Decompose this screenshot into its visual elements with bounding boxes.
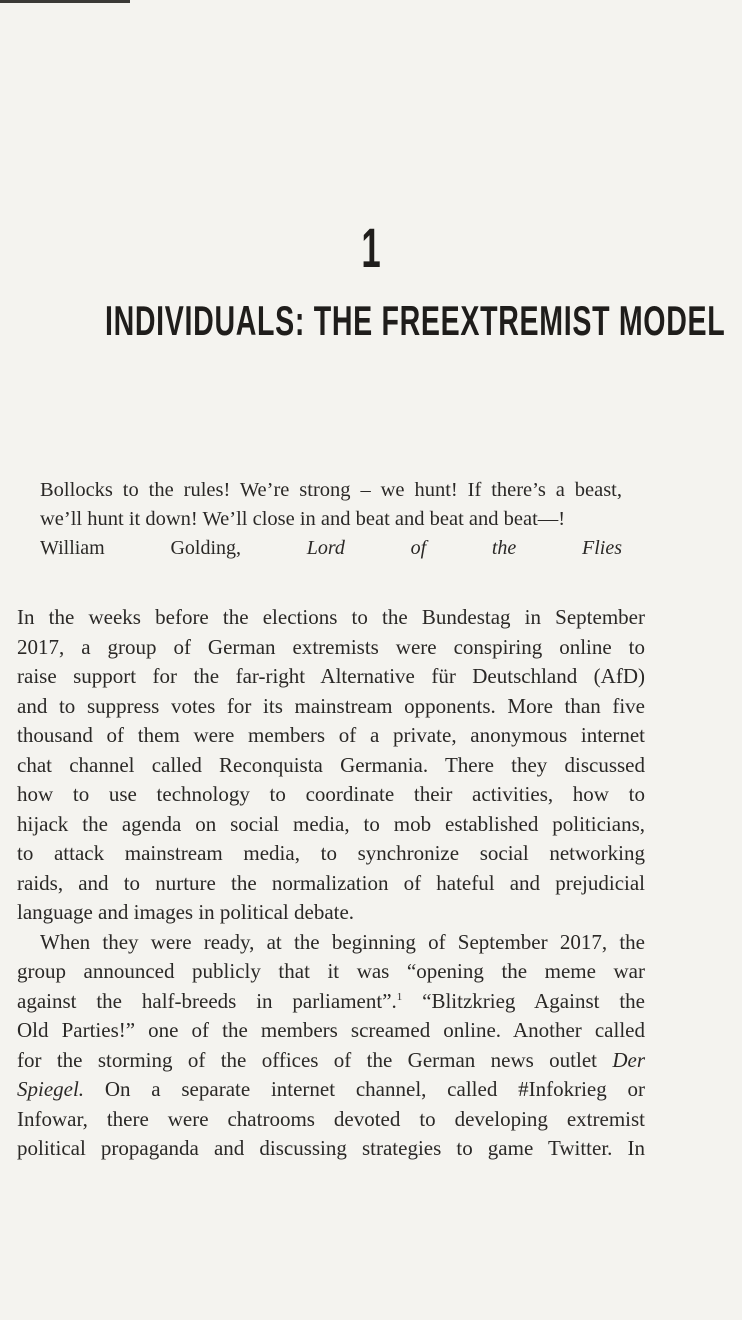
text-line: group announced publicly that it was “opening the meme war bbox=[17, 959, 645, 983]
text-line: to attack mainstream media, to synchronize social networking bbox=[17, 841, 645, 865]
text-segment: against the half-breeds in parliament”. bbox=[17, 988, 397, 1013]
text-segment: “Blitzkrieg Against the bbox=[402, 988, 645, 1013]
text-segment: On a separate internet channel, called #Infokrieg or bbox=[84, 1077, 645, 1101]
text-line: language and images in political debate. bbox=[17, 900, 355, 924]
text-line bbox=[17, 1075, 645, 1105]
text-line: hijack the agenda on social media, to mob established politicians, bbox=[17, 811, 645, 836]
top-rule bbox=[0, 0, 130, 3]
epigraph-line: Bollocks to the rules! We’re strong – we hunt! If there’s a beast, bbox=[40, 479, 622, 501]
body-text bbox=[17, 603, 645, 1164]
epigraph-attribution bbox=[40, 534, 622, 563]
chapter-number: 1 bbox=[361, 216, 381, 279]
epigraph bbox=[40, 476, 622, 563]
text-line: 2017, a group of German extremists were conspiring online to bbox=[17, 634, 645, 659]
text-line: political propaganda and discussing strategies to game Twitter. In bbox=[17, 1136, 645, 1160]
text-line: how to use technology to coordinate their activities, how to bbox=[17, 782, 645, 806]
footnote-marker: 1 bbox=[396, 990, 403, 1003]
text-line bbox=[17, 987, 645, 1017]
text-line: thousand of them were members of a private, anonymous internet bbox=[17, 723, 645, 747]
text-line: In the weeks before the elections to the Bundestag in September bbox=[17, 605, 645, 629]
text-line: raise support for the far-right Alternative für Deutschland (AfD) bbox=[17, 664, 645, 688]
text-line: raids, and to nurture the normalization of hateful and prejudicial bbox=[17, 870, 645, 895]
text-line: Infowar, there were chatrooms devoted to developing extremist bbox=[17, 1106, 645, 1131]
epigraph-author: William Golding, bbox=[40, 537, 307, 559]
text-line: chat channel called Reconquista Germania. There they discussed bbox=[17, 752, 645, 777]
text-line bbox=[17, 1046, 645, 1076]
text-segment: for the storming of the offices of the German news outlet bbox=[17, 1047, 613, 1072]
text-line: and to suppress votes for its mainstream opponents. More than five bbox=[17, 693, 645, 718]
epigraph-line: we’ll hunt it down! We’ll close in and beat and beat and beat—! bbox=[40, 508, 566, 530]
chapter-title: INDIVIDUALS: THE FREEXTREMIST MODEL bbox=[104, 297, 726, 344]
text-line: When they were ready, at the beginning of September 2017, the bbox=[40, 929, 645, 954]
epigraph-work: Lord of the Flies bbox=[306, 537, 622, 559]
italic-text: Spiegel. bbox=[17, 1077, 85, 1101]
text-line: Old Parties!” one of the members screamed online. Another called bbox=[17, 1018, 645, 1042]
italic-text: Der bbox=[612, 1047, 645, 1072]
